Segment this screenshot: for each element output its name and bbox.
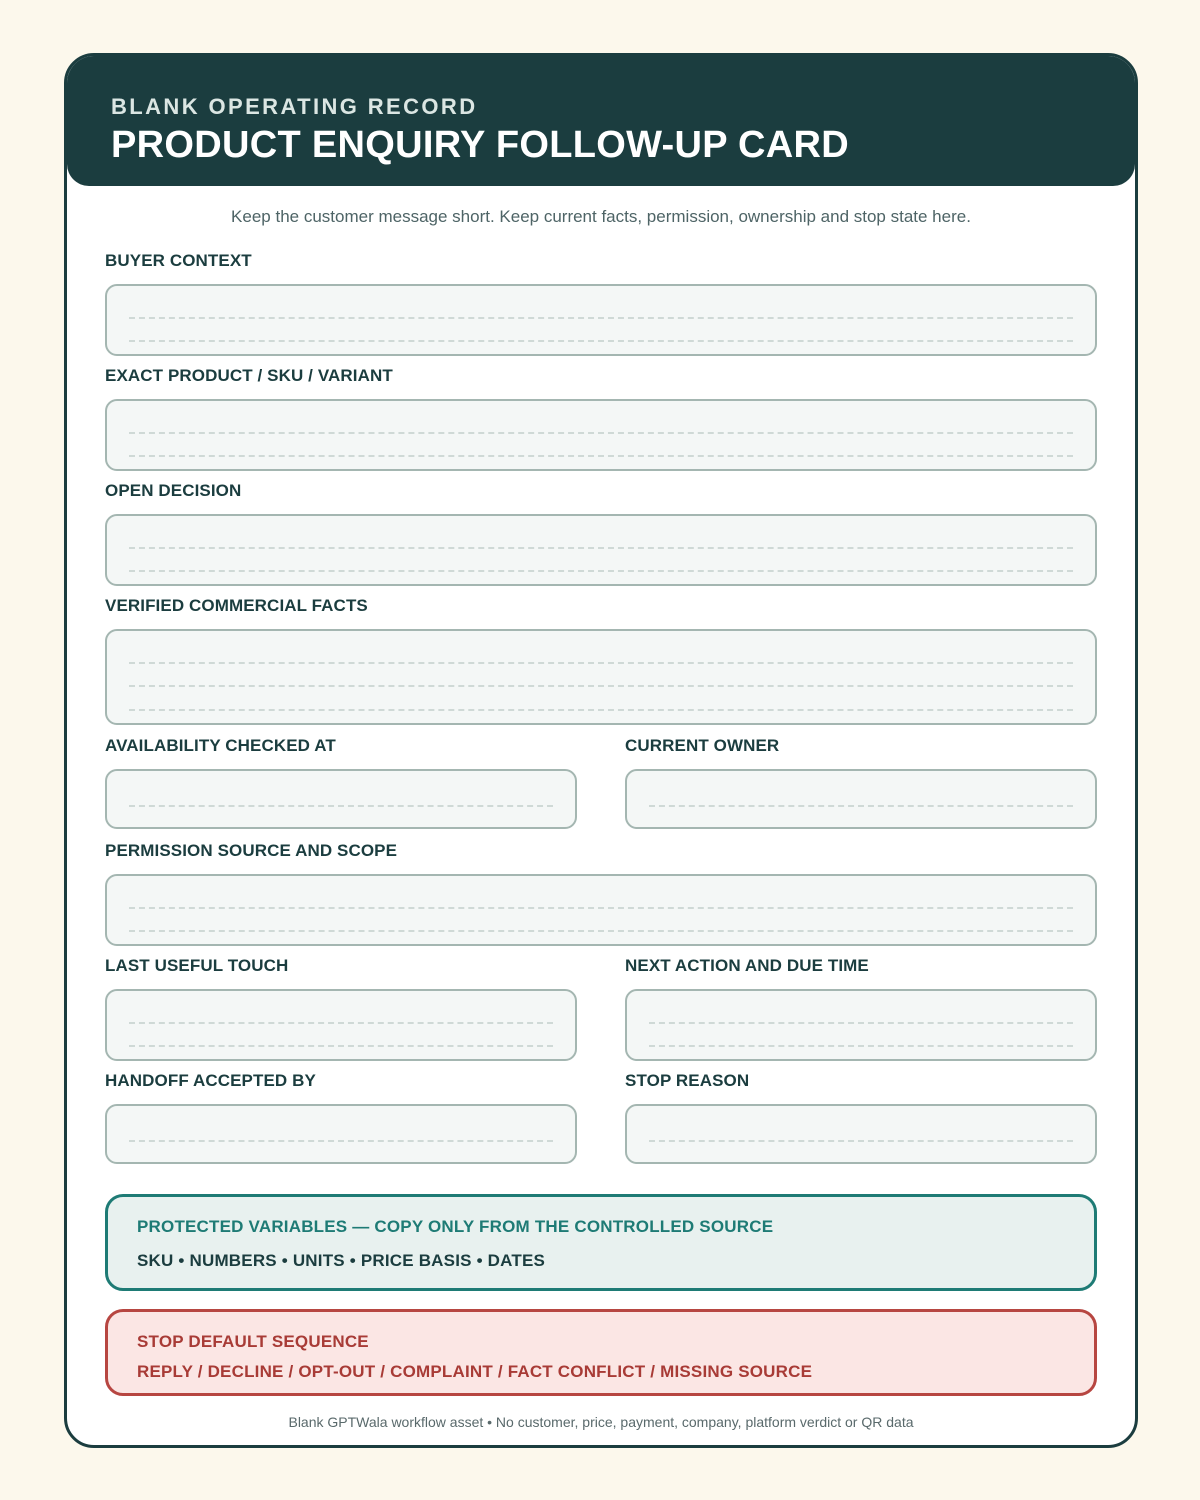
write-line — [129, 570, 1073, 572]
stop-sequence-title: STOP DEFAULT SEQUENCE — [137, 1332, 369, 1351]
write-line — [129, 907, 1073, 909]
verified-facts-field[interactable] — [105, 629, 1097, 725]
write-line — [649, 805, 1073, 807]
handoff-accepted-label: HANDOFF ACCEPTED BY — [105, 1071, 316, 1090]
page-title: PRODUCT ENQUIRY FOLLOW-UP CARD — [111, 124, 849, 166]
write-line — [649, 1140, 1073, 1142]
stop-sequence-callout — [105, 1309, 1097, 1396]
handoff-accepted-field[interactable] — [105, 1104, 577, 1164]
write-line — [129, 709, 1073, 711]
last-touch-label: LAST USEFUL TOUCH — [105, 956, 289, 975]
availability-checked-label: AVAILABILITY CHECKED AT — [105, 736, 336, 755]
write-line — [649, 1022, 1073, 1024]
protected-variables-title: PROTECTED VARIABLES — COPY ONLY FROM THE CONTROLLED SOURCE — [137, 1217, 774, 1236]
next-action-field[interactable] — [625, 989, 1097, 1061]
write-line — [129, 1140, 553, 1142]
verified-facts-label: VERIFIED COMMERCIAL FACTS — [105, 596, 368, 615]
last-touch-field[interactable] — [105, 989, 577, 1061]
write-line — [649, 1045, 1073, 1047]
permission-source-label: PERMISSION SOURCE AND SCOPE — [105, 841, 398, 860]
write-line — [129, 1022, 553, 1024]
exact-product-label: EXACT PRODUCT / SKU / VARIANT — [105, 366, 393, 385]
exact-product-field[interactable] — [105, 399, 1097, 471]
write-line — [129, 805, 553, 807]
write-line — [129, 1045, 553, 1047]
availability-checked-field[interactable] — [105, 769, 577, 829]
write-line — [129, 547, 1073, 549]
open-decision-field[interactable] — [105, 514, 1097, 586]
stop-sequence-list: REPLY / DECLINE / OPT-OUT / COMPLAINT / FACT CONFLICT / MISSING SOURCE — [137, 1362, 813, 1381]
write-line — [129, 455, 1073, 457]
write-line — [129, 662, 1073, 664]
follow-up-card — [64, 53, 1138, 1448]
write-line — [129, 685, 1073, 687]
buyer-context-field[interactable] — [105, 284, 1097, 356]
footer-note: Blank GPTWala workflow asset • No customer, price, payment, company, platform verdict or QR data — [288, 1414, 914, 1430]
next-action-label: NEXT ACTION AND DUE TIME — [625, 956, 869, 975]
write-line — [129, 930, 1073, 932]
current-owner-label: CURRENT OWNER — [625, 736, 780, 755]
stop-reason-label: STOP REASON — [625, 1071, 750, 1090]
write-line — [129, 317, 1073, 319]
intro-text: Keep the customer message short. Keep current facts, permission, ownership and stop state here. — [231, 207, 971, 226]
header-kicker: BLANK OPERATING RECORD — [111, 94, 478, 119]
write-line — [129, 340, 1073, 342]
stop-reason-field[interactable] — [625, 1104, 1097, 1164]
protected-variables-list: SKU • NUMBERS • UNITS • PRICE BASIS • DATES — [137, 1251, 546, 1270]
buyer-context-label: BUYER CONTEXT — [105, 251, 252, 270]
write-line — [129, 432, 1073, 434]
protected-variables-callout — [105, 1194, 1097, 1291]
card-header — [67, 56, 1135, 186]
current-owner-field[interactable] — [625, 769, 1097, 829]
open-decision-label: OPEN DECISION — [105, 481, 242, 500]
permission-source-field[interactable] — [105, 874, 1097, 946]
